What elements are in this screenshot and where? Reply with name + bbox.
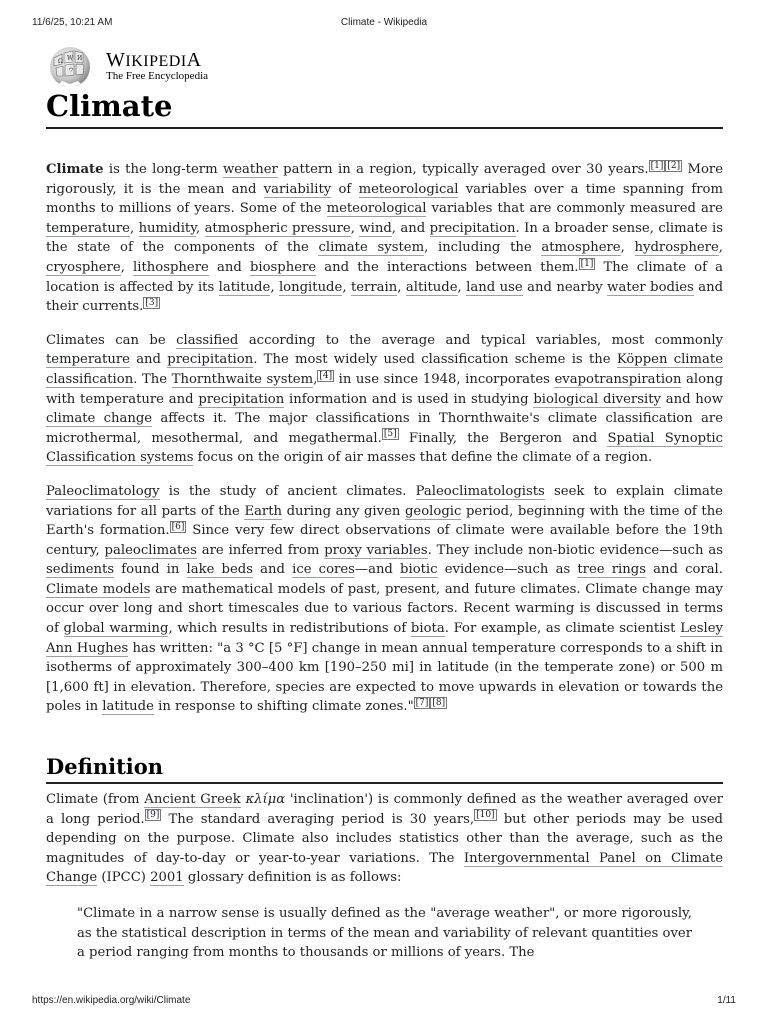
citation	[382, 428, 399, 440]
section-heading-definition: Definition	[46, 753, 723, 784]
print-page-number: 1/11	[717, 995, 736, 1006]
svg-text:Ω: Ω	[58, 58, 63, 65]
intro-paragraph-2: Climates can be classified according to the average and typical variables, most commonly temperature and precipitation. The most widely used classification scheme is the Köppen climate classification. The Thornthwaite system, [4] in use since 1948, incorporates evapotranspiration along with temperature and precipitation information and is used in studying biological diversity and how climate change affects it. The major classifications in Thornthwaite's climate classification are microthermal, mesothermal, and megathermal. [5] Finally, the Bergeron and Spatial Synoptic Classification systems focus on the origin of air masses that define the climate of a region.	[46, 332, 724, 466]
wiki-link[interactable]: terrain	[350, 279, 398, 295]
citation	[414, 697, 431, 709]
wiki-link[interactable]: classified	[176, 332, 239, 348]
wiki-link[interactable]: geologic	[404, 503, 462, 519]
wiki-link[interactable]: wind	[359, 220, 392, 236]
intro-paragraph-1: Climate is the long-term weather pattern in a region, typically averaged over 30 years. [1] [2] More rigorously, it is the mean and variability of meteorological variables over a time spanning from months to millions of years. Some of the meteorological variables that are commonly measured are temperature, humidity, atmospheric pressure, wind, and precipitation. In a broader sense, climate is the state of the components of the climate system, including the atmosphere, hydrosphere, cryosphere, lithosphere and biosphere and the interactions between them. [1] The climate of a location is affected by its latitude, longitude, terrain, altitude, land use and nearby water bodies and their currents. [3]	[46, 160, 724, 315]
citation	[665, 160, 682, 172]
citation-link[interactable]: [5]	[383, 429, 397, 440]
wiki-link[interactable]: precipitation	[429, 220, 516, 236]
wordmark-first-letter: W	[106, 49, 126, 71]
wiki-link[interactable]: altitude	[405, 279, 458, 295]
wiki-link[interactable]: longitude	[278, 279, 343, 295]
wikipedia-wordmark	[106, 49, 202, 72]
wiki-link[interactable]: lithosphere	[133, 259, 209, 275]
wikipedia-globe-icon	[46, 44, 96, 88]
wiki-link[interactable]: latitude	[218, 279, 271, 295]
citation	[317, 370, 334, 382]
wiki-link[interactable]: Earth	[244, 503, 283, 519]
wiki-link[interactable]: evapotranspiration	[554, 371, 682, 387]
svg-text:ウ: ウ	[68, 67, 75, 74]
wiki-link[interactable]: meteorological	[326, 201, 427, 217]
wiki-link[interactable]: variability	[263, 181, 332, 197]
page-title: Climate	[46, 86, 723, 129]
citation	[474, 809, 496, 821]
svg-text:W: W	[67, 55, 74, 62]
citation	[143, 297, 160, 309]
wiki-link[interactable]: Ancient Greek	[144, 792, 241, 808]
wiki-link[interactable]: latitude	[102, 699, 154, 715]
wiki-link[interactable]: Paleoclimatology	[46, 483, 160, 499]
wiki-link[interactable]: Paleoclimatologists	[415, 483, 545, 499]
wiki-link[interactable]: global warming	[63, 621, 169, 637]
foreign-term: κλίμα	[240, 792, 286, 808]
wiki-link[interactable]: biosphere	[249, 259, 317, 275]
wiki-link[interactable]: biological diversity	[533, 391, 661, 407]
citation-link[interactable]: [6]	[171, 521, 185, 532]
citation	[170, 521, 187, 533]
citation	[430, 697, 447, 709]
wiki-link[interactable]: meteorological	[358, 181, 459, 197]
citation-link[interactable]: [2]	[667, 160, 681, 171]
wordmark-small-caps: IKIPEDI	[125, 53, 187, 70]
wiki-link[interactable]: biota	[410, 621, 445, 637]
wiki-link[interactable]: cryosphere	[46, 259, 121, 275]
wiki-link[interactable]: precipitation	[198, 391, 285, 407]
definition-paragraph-1: Climate (from Ancient Greek κλίμα 'inclination') is commonly defined as the weather averaged over a long period. [9] The standard averaging period is 30 years, [10] but other periods may be used depending on the purpose. Climate also includes statistics other than the average, such as the magnitudes of day-to-day or year-to-year variations. The Intergovernmental Panel on Climate Change (IPCC) 2001 glossary definition is as follows:	[46, 792, 724, 886]
wiki-link[interactable]: Climate models	[46, 581, 151, 597]
svg-text:И: И	[77, 55, 83, 62]
wiki-link[interactable]: humidity	[138, 220, 196, 236]
citation-link[interactable]: [9]	[146, 810, 160, 821]
wiki-link[interactable]: Lesley Ann Hughes	[46, 621, 723, 656]
wiki-link[interactable]: water bodies	[607, 279, 694, 295]
citation-link[interactable]: [10]	[476, 810, 495, 821]
wiki-link[interactable]: atmosphere	[541, 240, 621, 256]
citation	[649, 160, 666, 172]
citation-link[interactable]: [4]	[319, 370, 333, 381]
wiki-link[interactable]: Intergovernmental Panel on Climate Change	[46, 850, 724, 886]
wiki-link[interactable]: Thornthwaite system	[171, 371, 314, 387]
print-doc-title: Climate - Wikipedia	[340, 17, 428, 28]
print-header	[32, 17, 736, 31]
wiki-link[interactable]: Spatial Synoptic Classification systems	[46, 430, 724, 466]
wiki-link[interactable]: temperature	[46, 220, 130, 236]
article-body	[46, 160, 723, 963]
citation-link[interactable]: [1]	[650, 160, 664, 171]
wikipedia-logo[interactable]	[46, 44, 266, 88]
wiki-link[interactable]: precipitation	[167, 352, 254, 368]
wiki-link[interactable]: 2001	[150, 870, 184, 886]
wiki-link[interactable]: tree rings	[577, 562, 646, 578]
print-footer	[32, 995, 736, 1009]
citation-link[interactable]: [7]	[415, 698, 429, 709]
citation	[145, 809, 162, 821]
wiki-link[interactable]: land use	[466, 279, 523, 295]
print-url: https://en.wikipedia.org/wiki/Climate	[32, 995, 191, 1006]
wiki-link[interactable]: biotic	[400, 562, 438, 578]
wiki-link[interactable]: paleoclimates	[104, 542, 197, 558]
citation-link[interactable]: [8]	[432, 698, 446, 709]
wiki-link[interactable]: atmospheric pressure	[204, 220, 351, 236]
ipcc-quote: "Climate in a narrow sense is usually defined as the "average weather", or more rigorously, as the statistical description in terms of the mean and variability of relevant quantities over a period ranging from months to thousands or millions of years. The	[77, 906, 692, 961]
wiki-link[interactable]: sediments	[46, 562, 115, 578]
wiki-link[interactable]: ice cores	[292, 562, 355, 578]
wiki-link[interactable]: lake beds	[186, 562, 254, 578]
wiki-link[interactable]: hydrosphere	[634, 240, 719, 256]
citation-link[interactable]: [3]	[145, 297, 159, 308]
wiki-link[interactable]: weather	[222, 162, 278, 177]
wiki-link[interactable]: temperature	[46, 352, 130, 368]
wiki-link[interactable]: proxy variables	[324, 542, 428, 558]
wiki-link[interactable]: climate system	[318, 240, 425, 256]
bold-term: Climate	[46, 162, 104, 177]
citation	[579, 258, 596, 270]
wordmark-last-letter: A	[186, 49, 202, 71]
wikipedia-tagline: The Free Encyclopedia	[106, 70, 209, 82]
wiki-link[interactable]: climate change	[46, 411, 153, 427]
intro-paragraph-3: Paleoclimatology is the study of ancient climates. Paleoclimatologists seek to explain climate variations for all parts of the Earth during any given geologic period, beginning with the time of the Earth's formation. [6] Since very few direct observations of climate were available before the 19th century, paleoclimates are inferred from proxy variables. They include non-biotic evidence—such as sediments found in lake beds and ice cores—and biotic evidence—such as tree rings and coral. Climate models are mathematical models of past, present, and future climates. Climate change may occur over long and short timescales due to various factors. Recent warming is discussed in terms of global warming, which results in redistributions of biota. For example, as climate scientist Lesley Ann Hughes has written: "a 3 °C [5 °F] change in mean annual temperature corresponds to a shift in isotherms of approximately 300–400 km [190–250 mi] in latitude (in the temperate zone) or 500 m [1,600 ft] in elevation. Therefore, species are expected to move upwards in elevation or towards the poles in latitude in response to shifting climate zones." [7] [8]	[46, 483, 723, 715]
wiki-link[interactable]: Köppen climate classification	[46, 352, 723, 387]
citation-link[interactable]: [1]	[580, 258, 594, 269]
print-datetime: 11/6/25, 10:21 AM	[32, 17, 113, 28]
